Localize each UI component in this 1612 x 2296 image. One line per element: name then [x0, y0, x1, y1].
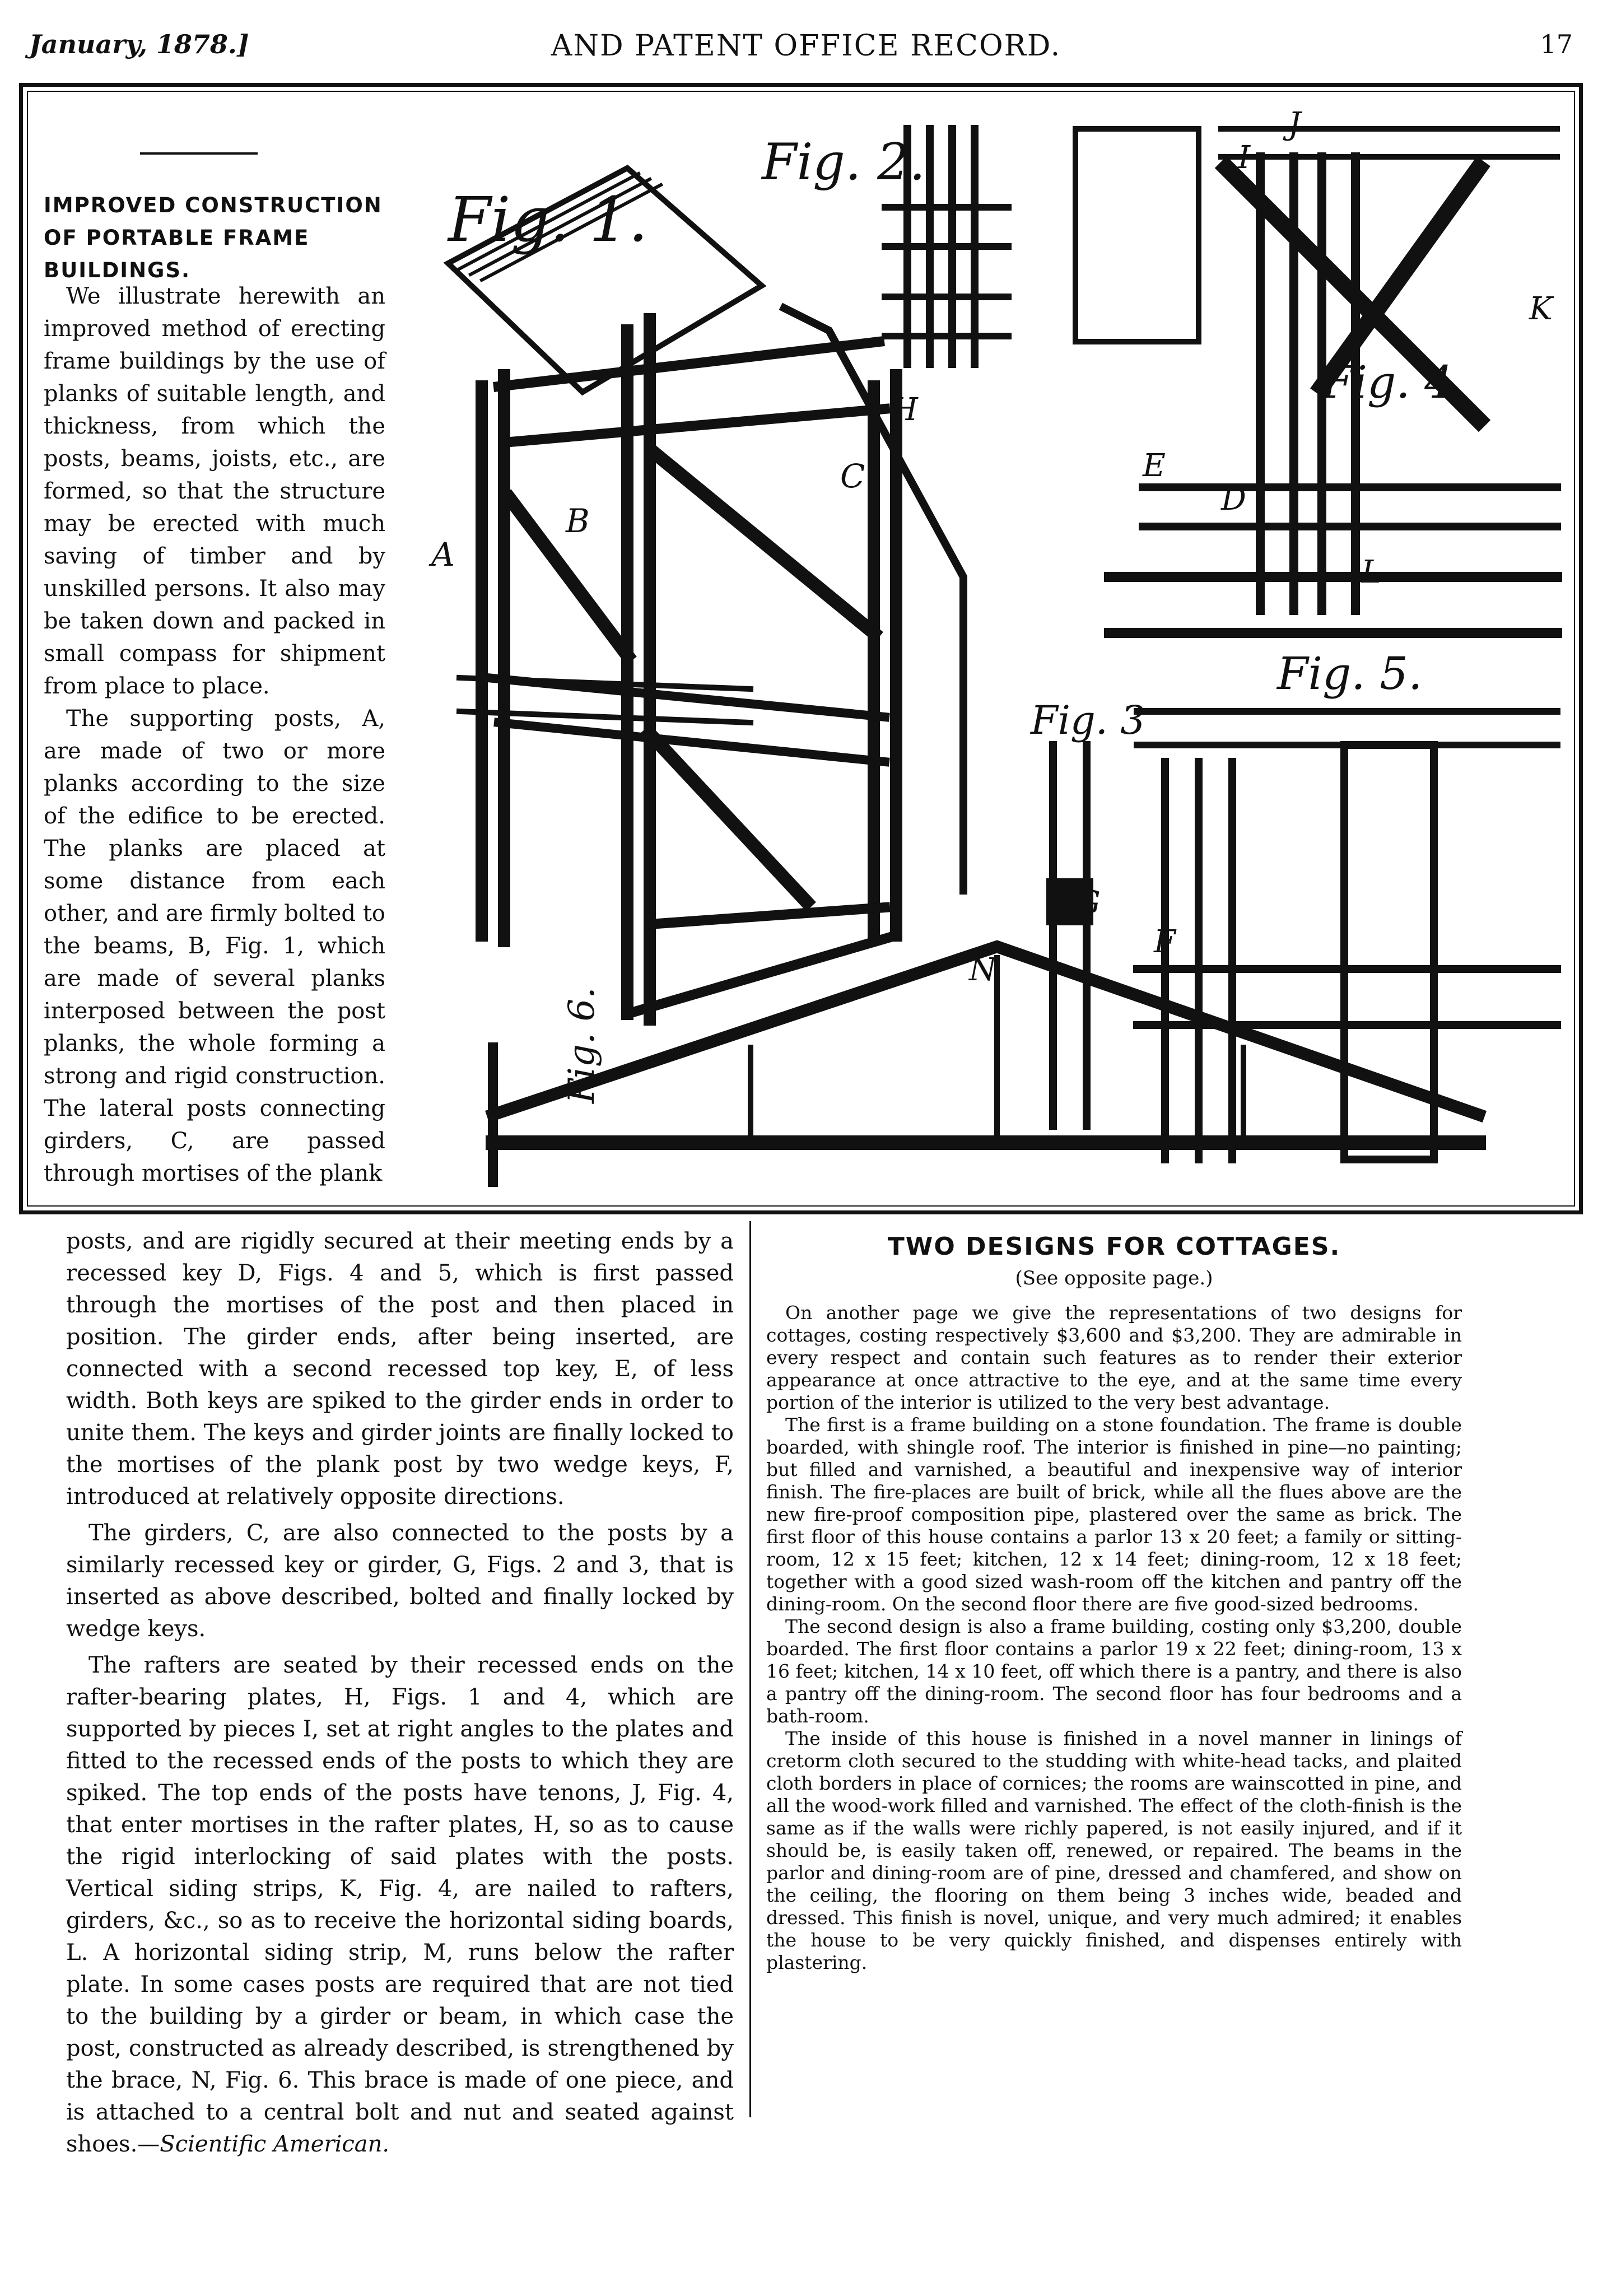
letter-c-label: C: [840, 457, 865, 495]
fig1-label: Fig. 1.: [448, 184, 648, 255]
fig5-joint-drawing: [1137, 711, 1557, 1159]
fig2-label: Fig. 2.: [762, 133, 925, 192]
article-paragraph-text: The rafters are seated by their recessed ends on the rafter-bearing plates, H, Figs. 1 and 4, which are supported by pieces I, set at right angles to the plates and fitted to the recessed ends of the posts to which they are spiked. The top ends of the posts have tenons, J, Fig. 4, that enter mortises in the rafter plates, H, so as to cause the rigid interlocking of said plates with the posts. Vertical siding strips, K, Fig. 4, are nailed to rafters, girders, &c., so as to receive the horizontal siding boards, L. A horizontal siding strip, M, runs below the rafter plate. In some cases posts are required that are not tied to the building by a girder or beam, in which case the post, constructed as already described, is strengthened by the brace, N, Fig. 6. This brace is made of one piece, and is attached to a central bolt and nut and seated against shoes.—: [66, 1652, 734, 2157]
letter-k-label: K: [1529, 291, 1553, 327]
letter-b-label: B: [566, 502, 590, 540]
fig3-label: Fig. 3: [1031, 697, 1145, 743]
letter-n-label: N: [969, 952, 996, 988]
running-header-title: AND PATENT OFFICE RECORD.: [551, 29, 1061, 63]
article-paragraph: The inside of this house is finished in a novel manner in linings of cretorm cloth secured to the studding with white-head tacks, and plaited cloth borders in place of cornices; the rooms are wainscotted in pine, and all the wood-work filled and varnished. The effect of the cloth-finish is the same as if the walls were richly papered, is not easily injured, and if it should be, is easily taken off, renewed, or repaired. The beams in the parlor and dining-room are of pine, dressed and chamfered, and show on the ceiling, the flooring on them being 3 inches wide, beaded and dressed. This finish is novel, unique, and very much admired; it enables the house to be very quickly finished, and dispenses entirely with plastering.: [766, 1727, 1462, 1973]
fig4-joint-drawing: [1075, 129, 1557, 633]
cottages-subtitle: (See opposite page.): [1015, 1267, 1213, 1289]
fig6-label: Fig. 6.: [561, 987, 603, 1103]
cottages-article-column: [766, 1226, 1462, 1974]
letter-i-label: I: [1238, 139, 1251, 176]
column-rule: [749, 1221, 751, 2117]
letter-g-label: G: [1075, 884, 1101, 921]
article-paragraph: The second design is also a frame building, costing only $3,200, double boarded. The first floor contains a parlor 19 x 22 feet; dining-room, 13 x 16 feet; kitchen, 14 x 10 feet, off which there is a pantry, and there is also a pantry off the dining-room. The second floor has four bedrooms and a bath-room.: [766, 1615, 1462, 1727]
letter-l-label: L: [1361, 554, 1382, 590]
letter-h-label: H: [891, 392, 918, 428]
article-paragraph: We illustrate herewith an improved method of erecting frame buildings by the use of planks of suitable length, and thickness, from which the posts, beams, joists, etc., are formed, so that the structure may be erected with much saving of timber and by unskilled persons. It also may be taken down and packed in small compass for shipment from place to place.: [44, 283, 385, 699]
source-citation: Scientific American.: [160, 2131, 390, 2157]
cottages-title: TWO DESIGNS FOR COTTAGES.: [887, 1232, 1341, 1261]
article-paragraph: posts, and are rigidly secured at their meeting ends by a recessed key D, Figs. 4 and 5, which is first passed through the mortises of the post and then placed in position. The girder ends, after being inserted, are connected with a second recessed top key, E, of less width. Both keys are spiked to the girder ends in order to unite them. The keys and girder joints are finally locked to the mortises of the plank post by two wedge keys, F, introduced at relatively opposite directions.: [66, 1228, 734, 1510]
article-paragraph: The girders, C, are also connected to the posts by a similarly recessed key or girder, G, Figs. 2 and 3, that is inserted as above described, bolted and finally locked by wedge keys.: [66, 1520, 734, 1642]
article-narrow-column: [44, 280, 385, 1190]
article-paragraph: On another page we give the representations of two designs for cottages, costing respectively $3,600 and $3,200. They are admirable in every respect and contain such features as to render their exterior appearance at once attractive to the eye, and at the same time every portion of the interior is utilized to the very best advantage.: [766, 1302, 1462, 1413]
fig3-joint-drawing: [1047, 745, 1092, 1126]
article-paragraph: The supporting posts, A, are made of two or more planks according to the size of the edifice to be erected. The planks are placed at some distance from each other, and are firmly bolted to the beams, B, Fig. 1, which are made of several planks interposed between the post planks, the whole forming a strong and rigid construction. The lateral posts connecting girders, C, are passed through mortises of the plank: [44, 706, 385, 1186]
fig5-label: Fig. 5.: [1277, 648, 1423, 700]
letter-e-label: E: [1143, 448, 1166, 484]
letter-j-label: J: [1288, 106, 1301, 142]
frame-building-engraving: [414, 95, 1574, 1193]
page-number: 17: [1540, 29, 1573, 59]
letter-f-label: F: [1154, 924, 1176, 960]
fig4-label: Fig. 4.: [1322, 356, 1467, 408]
article-paragraph: [66, 1650, 734, 2160]
letter-d-label: D: [1221, 481, 1246, 518]
section-divider: [140, 152, 258, 155]
article-paragraph: The first is a frame building on a stone foundation. The frame is double boarded, with shingle roof. The interior is finished in pine—no painting; but filled and varnished, a beautiful and inexpensive way of interior finish. The fire-places are built of brick, while all the flues above are the new fire-proof composition pipe, plastered over the same as brick. The first floor of this house contains a parlor 13 x 20 feet; a family or sitting-room, 12 x 15 feet; kitchen, 12 x 14 feet; dining-room, 12 x 18 feet; together with a good sized wash-room off the kitchen and pantry off the dining-room. On the second floor there are five good-sized bedrooms.: [766, 1414, 1462, 1615]
running-header-date: January, 1878.]: [29, 29, 249, 59]
letter-a-label: A: [431, 535, 455, 574]
article-title: IMPROVED CONSTRUCTION OF PORTABLE FRAME BUILDINGS.: [44, 193, 383, 282]
article-continuation-column: [66, 1226, 734, 2165]
